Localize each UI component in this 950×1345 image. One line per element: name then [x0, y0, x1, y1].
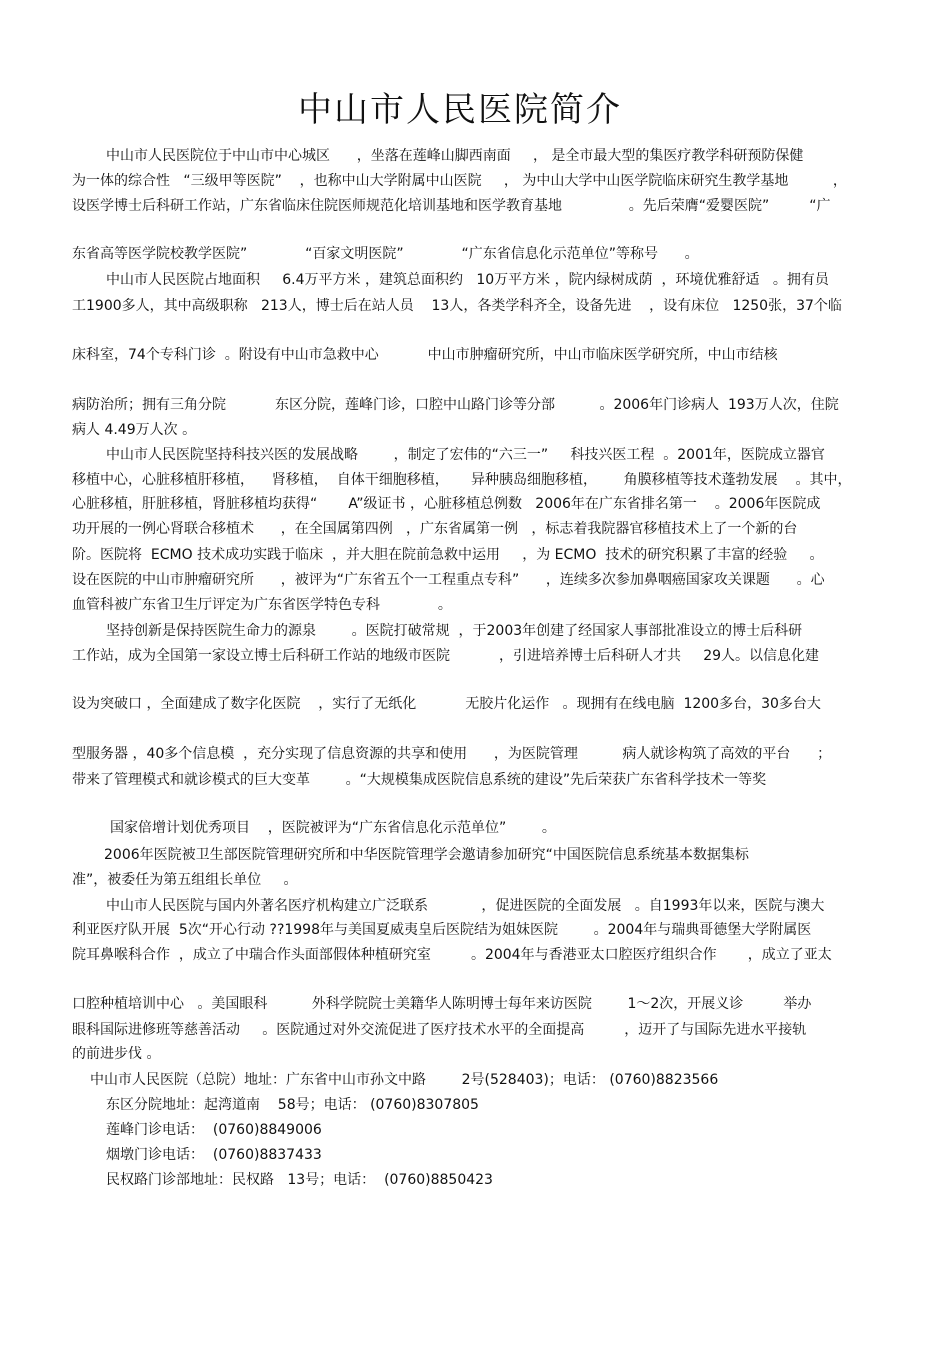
document-title: 中山市人民医院简介: [298, 90, 622, 130]
text-line: 设为突破口 ，全面建成了数字化医院 ，实行了无纸化 无胶片化运作 。现拥有在线电脑 1200多台，30多台大: [72, 696, 821, 712]
text-line: 莲峰门诊电话： (0760)8849006: [106, 1122, 322, 1138]
text-line: 东区分院地址：起湾道南 58号；电话： (0760)8307805: [106, 1097, 479, 1113]
text-line: 工作站，成为全国第一家设立博士后科研工作站的地级市医院 ，引进培养博士后科研人才共 29人。以信息化建: [72, 648, 820, 664]
text-line: 病防治所；拥有三角分院 东区分院，莲峰门诊，口腔中山路门诊等分部 。2006年门诊病人 193万人次，住院: [72, 397, 839, 413]
text-line: 阶。医院将 ECMO 技术成功实践于临床 ，并大胆在院前急救中运用 ，为 ECMO 技术的研究积累了丰富的经验 。: [72, 547, 824, 563]
text-line: 中山市人民医院与国内外著名医疗机构建立广泛联系 ，促进医院的全面发展 。自1993年以来，医院与澳大: [106, 898, 825, 914]
text-line: 东省高等医学院校教学医院” “百家文明医院” “广东省信息化示范单位”等称号 。: [72, 246, 699, 262]
text-line: 床科室，74个专科门诊 。附设有中山市急救中心 中山市肿瘤研究所，中山市临床医学研究所，中山市结核: [72, 347, 778, 363]
text-line: 为一体的综合性 “三级甲等医院” ，也称中山大学附属中山医院 ， 为中山大学中山医学院临床研究生教学基地 ，: [72, 173, 847, 189]
text-line: 血管科被广东省卫生厅评定为广东省医学特色专科 。: [72, 597, 452, 613]
text-line: 利亚医疗队开展 5次“开心行动 ??1998年与美国夏威夷皇后医院结为姐妹医院 。2004年与瑞典哥德堡大学附属医: [72, 922, 812, 938]
text-line: 工1900多人，其中高级职称 213人，博士后在站人员 13人，各类学科齐全，设备先进 ，设有床位 1250张，37个临: [72, 298, 842, 314]
text-line: 口腔种植培训中心 。美国眼科 外科学院院士美籍华人陈明博士每年来访医院 1～2次，开展义诊 举办: [72, 996, 812, 1012]
text-line: 带来了管理模式和就诊模式的巨大变革 。“大规模集成医院信息系统的建设”先后荣获广东省科学技术一等奖: [72, 772, 767, 788]
text-line: 心脏移植，肝脏移植，肾脏移植均获得“ A”级证书 ，心脏移植总例数 2006年在广东省排名第一 。2006年医院成: [72, 496, 821, 512]
text-line: 功开展的一例心肾联合移植术 ，在全国属第四例 ，广东省属第一例 ，标志着我院器官移植技术上了一个新的台: [72, 521, 798, 537]
text-line: 烟墩门诊电话： (0760)8837433: [106, 1147, 322, 1163]
text-line: 设医学博士后科研工作站，广东省临床住院医师规范化培训基地和医学教育基地 。先后荣膺“爱婴医院” “广: [72, 198, 831, 214]
text-line: 病人 4.49万人次 。: [72, 422, 197, 438]
text-line: 民权路门诊部地址：民权路 13号；电话： (0760)8850423: [106, 1172, 493, 1188]
text-line: 中山市人民医院（总院）地址：广东省中山市孙文中路 2号(528403)；电话： (0760)8823566: [90, 1072, 719, 1088]
text-line: 中山市人民医院坚持科技兴医的发展战略 ，制定了宏伟的“六三一” 科技兴医工程 。2001年，医院成立器官: [106, 447, 825, 463]
text-line: 准”，被委任为第五组组长单位 。: [72, 872, 298, 888]
text-line: 眼科国际进修班等慈善活动 。医院通过对外交流促进了医疗技术水平的全面提高 ，迈开了与国际先进水平接轨: [72, 1022, 807, 1038]
text-line: 移植中心，心脏移植肝移植， 肾移植， 自体干细胞移植， 异种胰岛细胞移植， 角膜移植等技术蓬勃发展 。其中，: [72, 472, 852, 488]
text-line: 中山市人民医院占地面积 6.4万平方米 ，建筑总面积约 10万平方米 ，院内绿树成荫 ，环境优雅舒适 。拥有员: [106, 272, 829, 288]
text-line: 坚持创新是保持医院生命力的源泉 。医院打破常规 ，于2003年创建了经国家人事部批准设立的博士后科研: [106, 623, 803, 639]
text-line: 的前进步伐 。: [72, 1046, 161, 1062]
text-line: 中山市人民医院位于中山市中心城区 ，坐落在莲峰山脚西南面 ， 是全市最大型的集医疗教学科研预防保健: [106, 148, 804, 164]
text-line: 设在医院的中山市肿瘤研究所 ，被评为“广东省五个一工程重点专科” ，连续多次参加鼻咽癌国家攻关课题 。心: [72, 572, 825, 588]
text-line: 院耳鼻喉科合作 ，成立了中瑞合作头面部假体种植研究室 。2004年与香港亚太口腔医疗组织合作 ，成立了亚太: [72, 947, 832, 963]
text-line: 国家倍增计划优秀项目 ，医院被评为“广东省信息化示范单位” 。: [110, 820, 556, 836]
text-line: 2006年医院被卫生部医院管理研究所和中华医院管理学会邀请参加研究“中国医院信息系统基本数据集标: [104, 847, 749, 863]
text-line: 型服务器 ，40多个信息模 ，充分实现了信息资源的共享和使用 ，为医院管理 病人就诊构筑了高效的平台 ；: [72, 746, 832, 762]
